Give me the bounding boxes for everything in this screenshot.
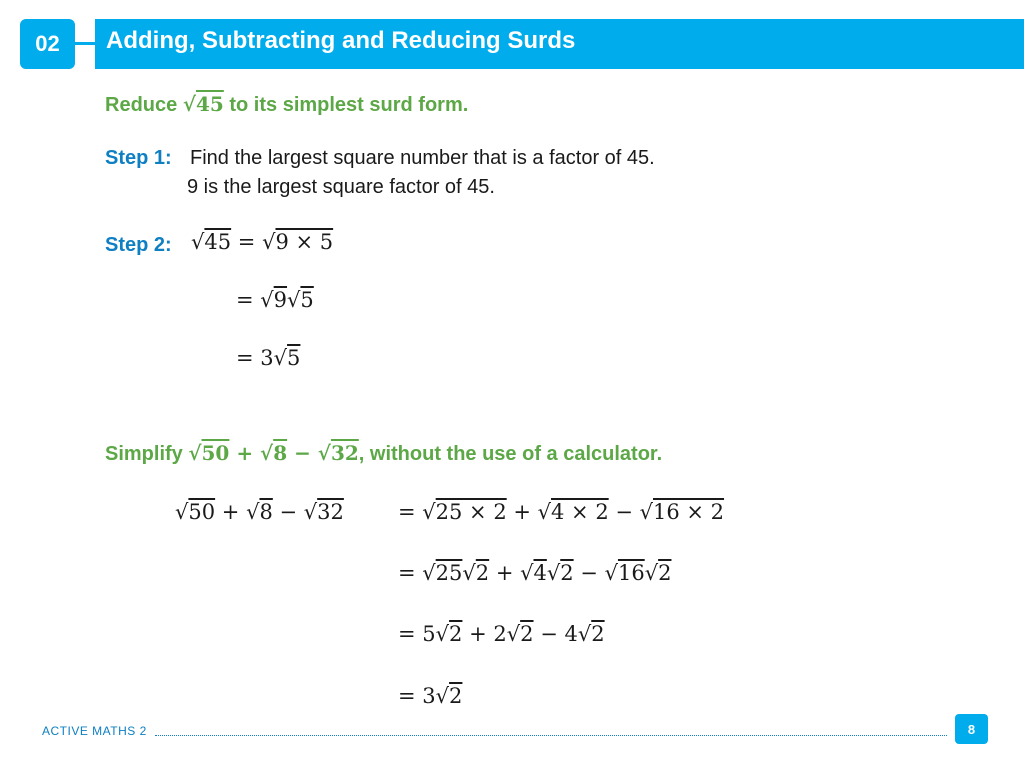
page-title: Adding, Subtracting and Reducing Surds xyxy=(106,27,576,54)
step2-label: Step 2: xyxy=(105,234,172,256)
step2-line3-coef: 3 xyxy=(260,346,274,370)
lhs-r2: 8 xyxy=(259,500,273,524)
badge-connector xyxy=(75,42,95,45)
example2-prompt-r3: 32 xyxy=(330,441,359,465)
example2-prompt-post: , without the use of a calculator. xyxy=(358,443,663,465)
example2-line3: = 5√2 + 2√2 − 4√2 xyxy=(398,622,605,646)
l1-r1: 25 × 2 xyxy=(435,500,507,524)
l3-r2: 2 xyxy=(520,622,534,646)
step2-line3-rad: 5 xyxy=(287,346,301,370)
example2-prompt-r1: 50 xyxy=(201,441,230,465)
l2-a1: 25 xyxy=(435,561,463,585)
footer-brand: ACTIVE MATHS 2 xyxy=(42,724,147,738)
example2-prompt-pre: Simplify xyxy=(105,443,189,465)
step1-label: Step 1: xyxy=(105,147,172,169)
example1-prompt-math: 45 xyxy=(195,92,224,116)
l2-a2: 4 xyxy=(533,561,547,585)
l3-r3: 2 xyxy=(591,622,605,646)
example2-line2: = √25√2 + √4√2 − √16√2 xyxy=(398,561,672,585)
l1-r2: 4 × 2 xyxy=(551,500,609,524)
example2-lhs: √50 + √8 − √32 xyxy=(175,500,344,524)
page-number: 8 xyxy=(967,721,976,737)
l3-r1: 2 xyxy=(449,622,463,646)
chapter-number: 02 xyxy=(35,31,60,56)
l4-c: 3 xyxy=(422,684,436,708)
page-number-badge xyxy=(955,714,988,744)
example1-prompt-post: to its simplest surd form. xyxy=(223,94,469,116)
step2-line1: √45 = √9 × 5 xyxy=(191,230,334,254)
example1-prompt-pre: Reduce xyxy=(105,94,183,116)
step2-line2-a: 9 xyxy=(273,288,288,312)
example2-line1: = √25 × 2 + √4 × 2 − √16 × 2 xyxy=(398,500,725,524)
step1-line1: Find the largest square number that is a factor of 45. xyxy=(190,147,655,169)
example1-prompt: Reduce √45 to its simplest surd form. xyxy=(105,92,469,116)
footer-divider xyxy=(155,735,947,736)
example2-prompt-r2: 8 xyxy=(273,441,288,465)
example2-prompt: Simplify √50 + √8 − √32, without the use of a calculator. xyxy=(105,441,663,465)
l3-c3: 4 xyxy=(564,622,578,646)
l3-c2: 2 xyxy=(493,622,507,646)
step2-line1-rhs: 9 × 5 xyxy=(275,230,334,254)
lhs-r3: 32 xyxy=(317,500,344,524)
l2-a3: 16 xyxy=(617,561,645,585)
step2-line1-lhs: 45 xyxy=(204,230,232,254)
l2-b3: 2 xyxy=(658,561,672,585)
lhs-r1: 50 xyxy=(188,500,216,524)
l1-r3: 16 × 2 xyxy=(653,500,725,524)
l3-c1: 5 xyxy=(422,622,436,646)
l2-b2: 2 xyxy=(560,561,574,585)
l4-r: 2 xyxy=(449,684,463,708)
example2-line4: = 3√2 xyxy=(398,684,463,708)
step1-line2: 9 is the largest square factor of 45. xyxy=(187,176,495,198)
step2-line2: = √9√5 xyxy=(236,288,314,312)
step2-line2-b: 5 xyxy=(300,288,314,312)
step2-line3: = 3√5 xyxy=(236,346,301,370)
l2-b1: 2 xyxy=(475,561,490,585)
chapter-badge xyxy=(20,19,75,69)
